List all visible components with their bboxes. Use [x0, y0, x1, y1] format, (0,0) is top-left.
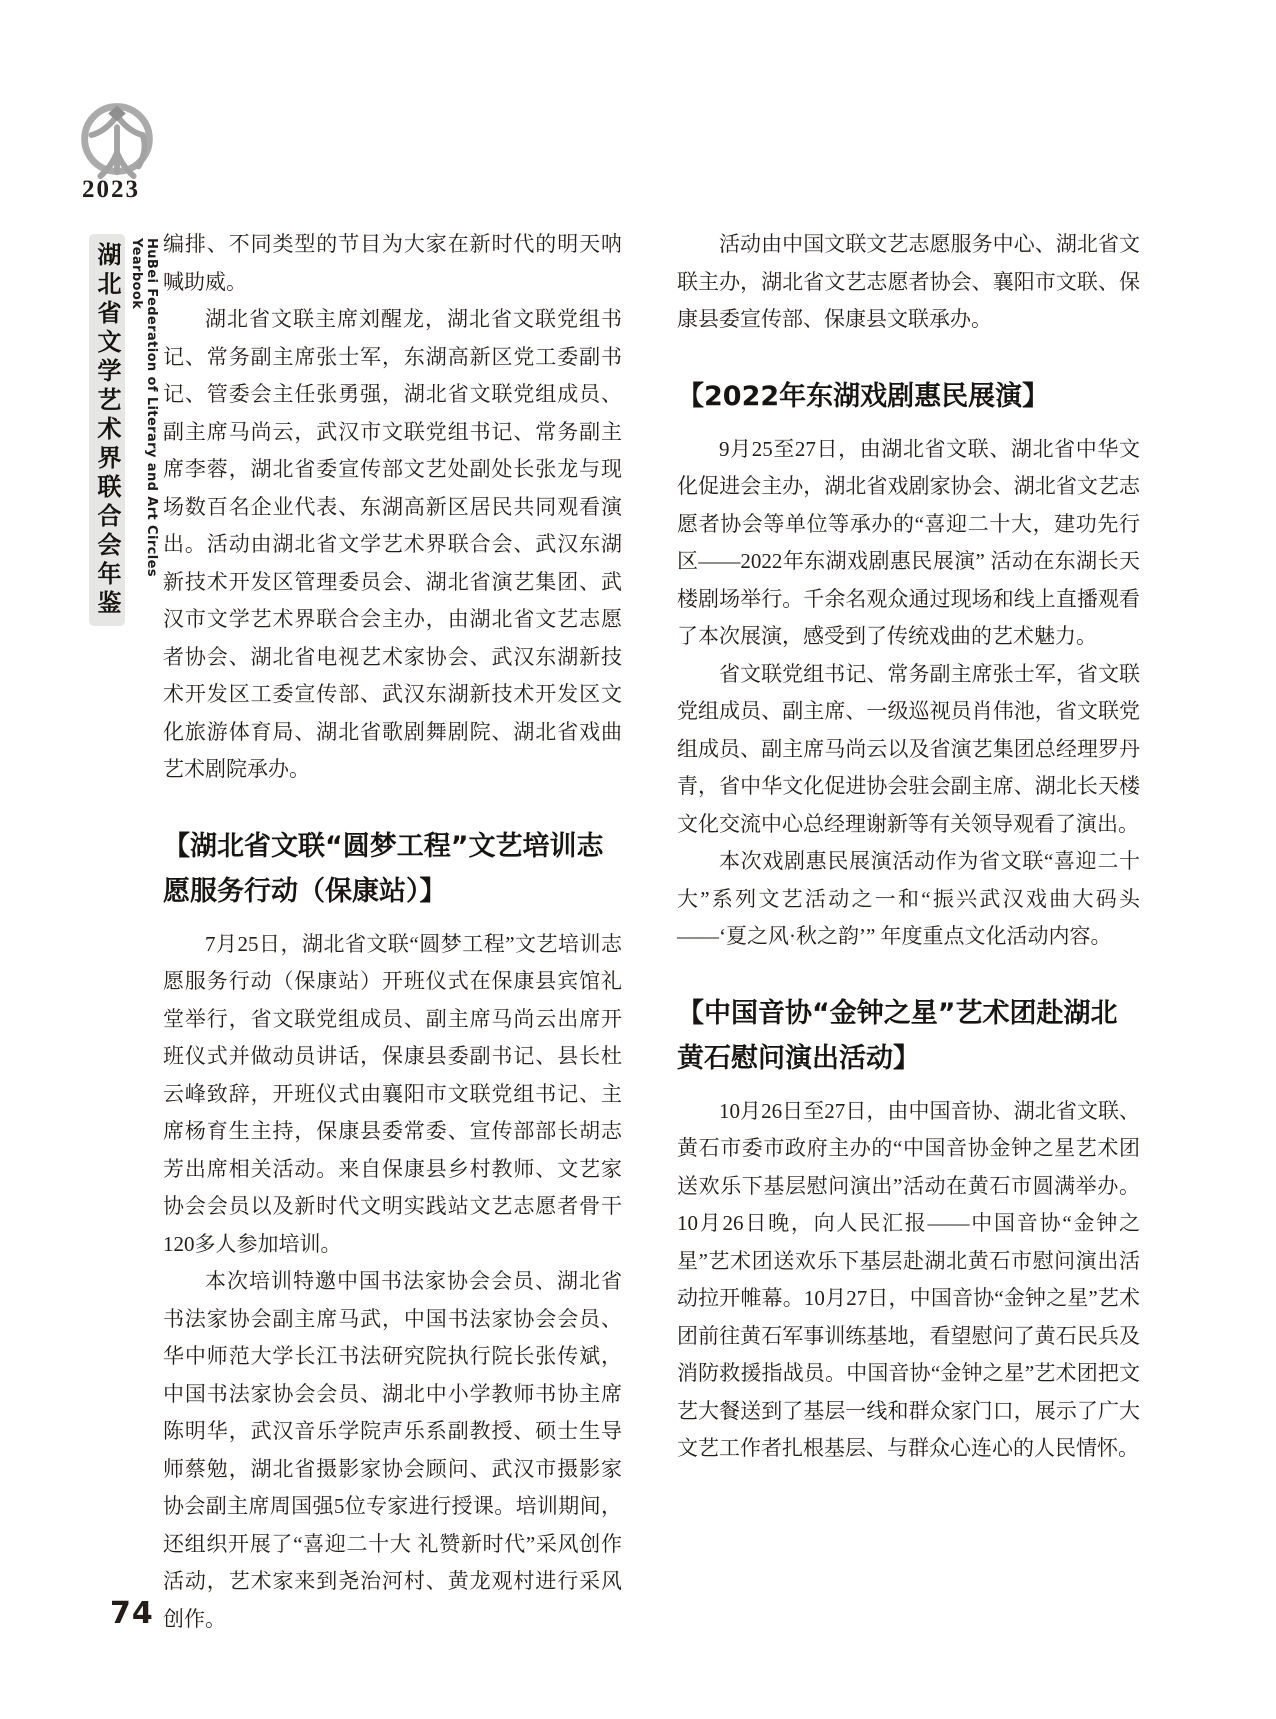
page-number: 74 — [110, 1596, 154, 1631]
paragraph-yuanmeng-experts: 本次培训特邀中国书法家协会会员、湖北省书法家协会副主席马武，中国书法家协会会员、华中师范大学长江书法研究院执行院长张传斌，中国书法家协会会员、湖北中小学教师书协主席陈明华，武汉音乐学院声乐系副教授、硕士生导师蔡勉，湖北省摄影家协会顾问、武汉市摄影家协会副主席周国强5位专家进行授课。培训期间，还组织开展了“喜迎二十大 礼赞新时代”采风创作活动，艺术家来到尧治河村、黄龙观村进行采风创作。 — [163, 1269, 622, 1631]
year-label: 2023 — [82, 176, 140, 203]
paragraph-yuanmeng-opening: 7月25日，湖北省文联“圆梦工程”文艺培训志愿服务行动（保康站）开班仪式在保康县宾馆礼堂举行，省文联党组成员、副主席马尚云出席开班仪式并做动员讲话，保康县委副书记、县长杜云峰致辞，开班仪式由襄阳市文联党组书记、主席杨育生主持，保康县委常委、宣传部部长胡志芳出席相关活动。来自保康县乡村教师、文艺家协会会员以及新时代文明实践站文艺志愿者骨干120多人参加培训。 — [163, 931, 622, 1256]
sidebar-title-cn: 湖北省文学艺术界联合会年鉴 — [93, 241, 121, 619]
left-column — [163, 226, 622, 1638]
cflac-emblem-icon — [68, 86, 166, 184]
section-heading-yuanmeng-baokang: 【湖北省文联“圆梦工程”文艺培训志愿服务行动（保康站）】 — [163, 830, 604, 907]
sidebar-title-strip — [89, 234, 125, 626]
section-heading-jinzhong-huangshi: 【中国音协“金钟之星”艺术团赴湖北黄石慰问演出活动】 — [677, 997, 1118, 1074]
sidebar-title-en: HuBei Federation of Literary and Art Circles Yearbook — [129, 238, 159, 577]
paragraph-undertakers: 活动由中国文联文艺志愿服务中心、湖北省文联主办，湖北省文艺志愿者协会、襄阳市文联、保康县委宣传部、保康县文联承办。 — [677, 232, 1140, 331]
paragraph-leaders-audience: 湖北省文联主席刘醒龙，湖北省文联党组书记、常务副主席张士军，东湖高新区党工委副书记、管委会主任张勇强，湖北省文联党组成员、副主席马尚云，武汉市文联党组书记、常务副主席李蓉，湖北省委宣传部文艺处副处长张龙与现场数百名企业代表、东湖高新区居民共同观看演出。活动由湖北省文学艺术界联合会、武汉东湖新技术开发区管理委员会、湖北省演艺集团、武汉市文学艺术界联合会主办，由湖北省文艺志愿者协会、湖北省电视艺术家协会、武汉东湖新技术开发区工委宣传部、武汉东湖新技术开发区文化旅游体育局、湖北省歌剧舞剧院、湖北省戏曲艺术剧院承办。 — [163, 307, 622, 781]
paragraph-donghu-leaders: 省文联党组书记、常务副主席张士军，省文联党组成员、副主席、一级巡视员肖伟池，省文联党组成员、副主席马尚云以及省演艺集团总经理罗丹青，省中华文化促进协会驻会副主席、湖北长天楼文化交流中心总经理谢新等有关领导观看了演出。 — [677, 661, 1140, 836]
paragraph-donghu-overview: 9月25至27日，由湖北省文联、湖北省中华文化促进会主办，湖北省戏剧家协会、湖北省文艺志愿者协会等单位等承办的“喜迎二十大，建功先行区——2022年东湖戏剧惠民展演” 活动在东湖长天楼剧场举行。千余名观众通过现场和线上直播观看了本次展演，感受到了传统戏曲的艺术魅力。 — [677, 436, 1140, 648]
right-column — [677, 226, 1140, 1468]
paragraph-donghu-significance: 本次戏剧惠民展演活动作为省文联“喜迎二十大”系列文艺活动之一和“振兴武汉戏曲大码头——‘夏之风·秋之韵’” 年度重点文化活动内容。 — [677, 849, 1140, 948]
paragraph-continued-from-previous: 编排、不同类型的节目为大家在新时代的明天呐喊助威。 — [163, 232, 622, 294]
paragraph-jinzhong-activity: 10月26日至27日，由中国音协、湖北省文联、黄石市委市政府主办的“中国音协金钟之星艺术团送欢乐下基层慰问演出”活动在黄石市圆满举办。10月26日晚，向人民汇报——中国音协“金钟之星”艺术团送欢乐下基层赴湖北黄石市慰问演出活动拉开帷幕。10月27日，中国音协“金钟之星”艺术团前往黄石军事训练基地，看望慰问了黄石民兵及消防救援指战员。中国音协“金钟之星”艺术团把文艺大餐送到了基层一线和群众家门口，展示了广大文艺工作者扎根基层、与群众心连心的人民情怀。 — [677, 1098, 1140, 1460]
section-heading-donghu-opera: 【2022年东湖戏剧惠民展演】 — [677, 380, 1050, 412]
